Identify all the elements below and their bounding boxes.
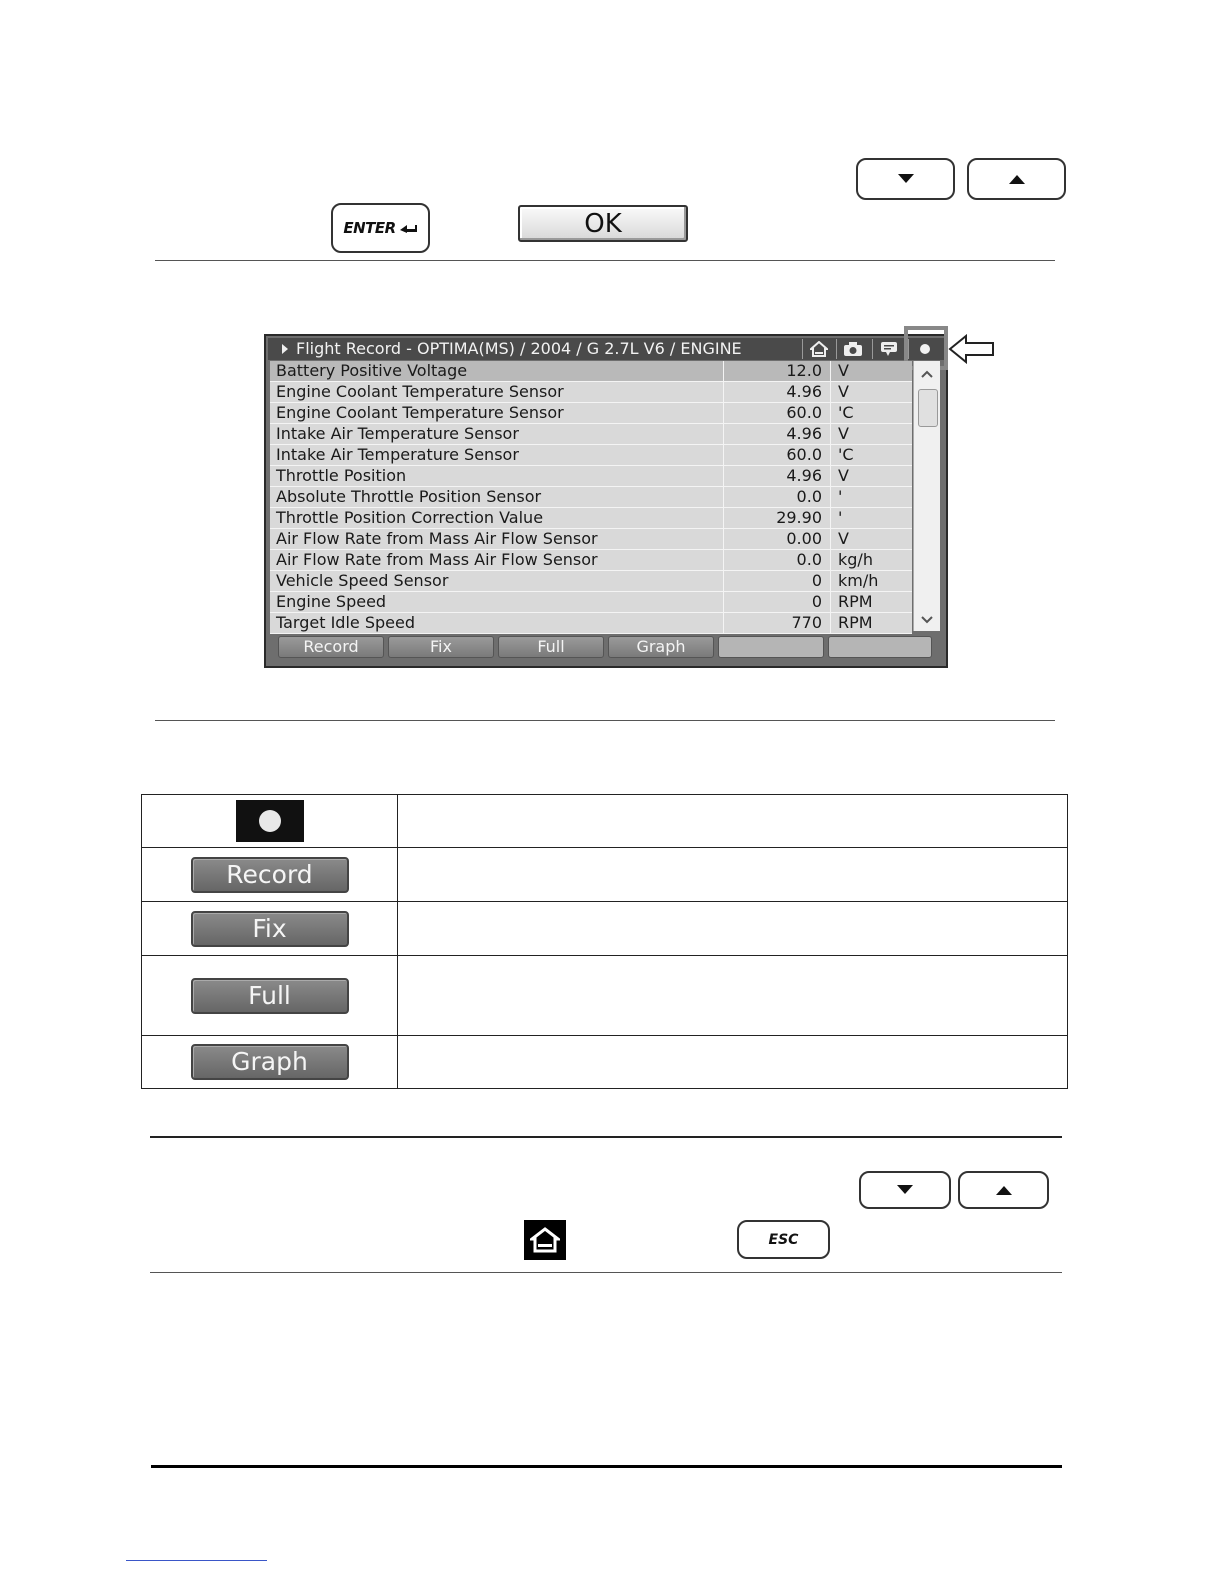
graph-button: Graph <box>191 1044 349 1080</box>
legend-description <box>398 848 1068 902</box>
sensor-name: Engine Coolant Temperature Sensor <box>276 382 564 401</box>
table-row[interactable] <box>270 445 912 466</box>
divider <box>150 1272 1062 1273</box>
sensor-value: 0 <box>811 571 822 590</box>
sensor-name: Air Flow Rate from Mass Air Flow Sensor <box>276 550 598 569</box>
sensor-name: Engine Coolant Temperature Sensor <box>276 403 564 422</box>
screen-title: Flight Record - OPTIMA(MS) / 2004 / G 2.7L V6 / ENGINE <box>296 339 742 358</box>
home-icon[interactable] <box>524 1220 566 1260</box>
table-row[interactable] <box>270 592 912 613</box>
divider <box>155 260 1055 261</box>
sensor-value: 0.00 <box>786 529 822 548</box>
legend-description <box>398 902 1068 956</box>
record-button: Record <box>191 857 349 893</box>
screen-titlebar <box>268 338 944 360</box>
pointer-arrow-icon <box>948 334 996 364</box>
softkey-graph[interactable]: Graph <box>608 636 714 658</box>
down-key[interactable] <box>859 1171 951 1209</box>
sensor-unit: RPM <box>838 613 873 632</box>
ok-button-label: OK <box>584 208 622 239</box>
table-row[interactable] <box>270 613 912 634</box>
down-key[interactable] <box>856 158 955 200</box>
legend-icon-cell <box>142 1036 398 1089</box>
enter-key[interactable] <box>331 203 430 253</box>
sensor-unit: V <box>838 466 849 485</box>
table-row[interactable] <box>270 529 912 550</box>
divider <box>150 1136 1062 1138</box>
sensor-unit: kg/h <box>838 550 873 569</box>
softkey-empty <box>718 636 824 658</box>
legend-description <box>398 956 1068 1036</box>
legend-icon-cell <box>142 956 398 1036</box>
arrow-down-icon <box>898 174 914 184</box>
table-row <box>142 848 1068 902</box>
softkey-record[interactable]: Record <box>278 636 384 658</box>
esc-key[interactable] <box>737 1220 830 1259</box>
scrollbar-thumb[interactable] <box>918 389 938 427</box>
sensor-name: Target Idle Speed <box>276 613 415 632</box>
softkey-bar <box>270 634 940 662</box>
sensor-value: 770 <box>791 613 822 632</box>
sensor-name: Intake Air Temperature Sensor <box>276 445 519 464</box>
table-row <box>142 956 1068 1036</box>
sensor-name: Vehicle Speed Sensor <box>276 571 449 590</box>
table-row[interactable] <box>270 466 912 487</box>
sensor-value: 12.0 <box>786 361 822 380</box>
sensor-unit: ' <box>838 487 843 506</box>
sensor-data-list <box>270 361 912 634</box>
scrollbar[interactable] <box>913 361 940 631</box>
link-underline[interactable] <box>126 1560 267 1561</box>
legend-description <box>398 795 1068 848</box>
table-row[interactable] <box>270 571 912 592</box>
sensor-unit: V <box>838 424 849 443</box>
sensor-value: 0 <box>811 592 822 611</box>
sensor-unit: V <box>838 361 849 380</box>
home-icon[interactable] <box>802 339 835 359</box>
sensor-unit: ' <box>838 508 843 527</box>
up-key[interactable] <box>967 158 1066 200</box>
sensor-value: 60.0 <box>786 445 822 464</box>
enter-return-icon <box>398 223 418 233</box>
sensor-name: Throttle Position <box>276 466 407 485</box>
table-row[interactable] <box>270 424 912 445</box>
sensor-unit: V <box>838 529 849 548</box>
legend-icon-cell <box>142 848 398 902</box>
sensor-value: 4.96 <box>786 466 822 485</box>
sensor-name: Engine Speed <box>276 592 387 611</box>
table-row[interactable] <box>270 550 912 571</box>
button-legend-table <box>141 794 1068 1089</box>
up-key[interactable] <box>958 1171 1049 1209</box>
ok-button[interactable] <box>518 205 688 242</box>
camera-icon[interactable] <box>836 339 869 359</box>
scroll-down-icon[interactable] <box>917 611 937 629</box>
softkey-fix[interactable]: Fix <box>388 636 494 658</box>
table-row[interactable] <box>270 382 912 403</box>
arrow-up-icon <box>1009 174 1025 184</box>
record-dot-icon <box>236 800 304 842</box>
sensor-unit: 'C <box>838 403 854 422</box>
softkey-full[interactable]: Full <box>498 636 604 658</box>
table-row[interactable] <box>270 508 912 529</box>
legend-description <box>398 1036 1068 1089</box>
sensor-unit: V <box>838 382 849 401</box>
divider <box>155 720 1055 721</box>
table-row <box>142 902 1068 956</box>
sensor-unit: 'C <box>838 445 854 464</box>
sensor-value: 60.0 <box>786 403 822 422</box>
sensor-unit: km/h <box>838 571 879 590</box>
footer-rule <box>151 1465 1062 1468</box>
sensor-value: 0.0 <box>796 550 822 569</box>
fix-button: Fix <box>191 911 349 947</box>
table-row[interactable] <box>270 403 912 424</box>
arrow-up-icon <box>996 1185 1012 1195</box>
legend-icon-cell <box>142 902 398 956</box>
sensor-value: 29.90 <box>776 508 822 527</box>
sensor-name: Absolute Throttle Position Sensor <box>276 487 542 506</box>
expand-triangle-icon <box>282 344 288 354</box>
sensor-name: Intake Air Temperature Sensor <box>276 424 519 443</box>
esc-key-label: ESC <box>768 1231 799 1248</box>
legend-icon-cell <box>142 795 398 848</box>
sensor-name: Battery Positive Voltage <box>276 361 468 380</box>
arrow-down-icon <box>897 1185 913 1195</box>
enter-key-label: ENTER <box>343 219 396 237</box>
sensor-value: 0.0 <box>796 487 822 506</box>
sensor-unit: RPM <box>838 592 873 611</box>
sensor-value: 4.96 <box>786 382 822 401</box>
table-row <box>142 795 1068 848</box>
table-row[interactable] <box>270 361 912 382</box>
table-row <box>142 1036 1068 1089</box>
sensor-name: Air Flow Rate from Mass Air Flow Sensor <box>276 529 598 548</box>
sensor-name: Throttle Position Correction Value <box>276 508 544 527</box>
scroll-up-icon[interactable] <box>917 365 937 383</box>
sensor-value: 4.96 <box>786 424 822 443</box>
full-button: Full <box>191 978 349 1014</box>
softkey-empty <box>828 636 932 658</box>
help-message-icon[interactable] <box>872 339 905 359</box>
table-row[interactable] <box>270 487 912 508</box>
